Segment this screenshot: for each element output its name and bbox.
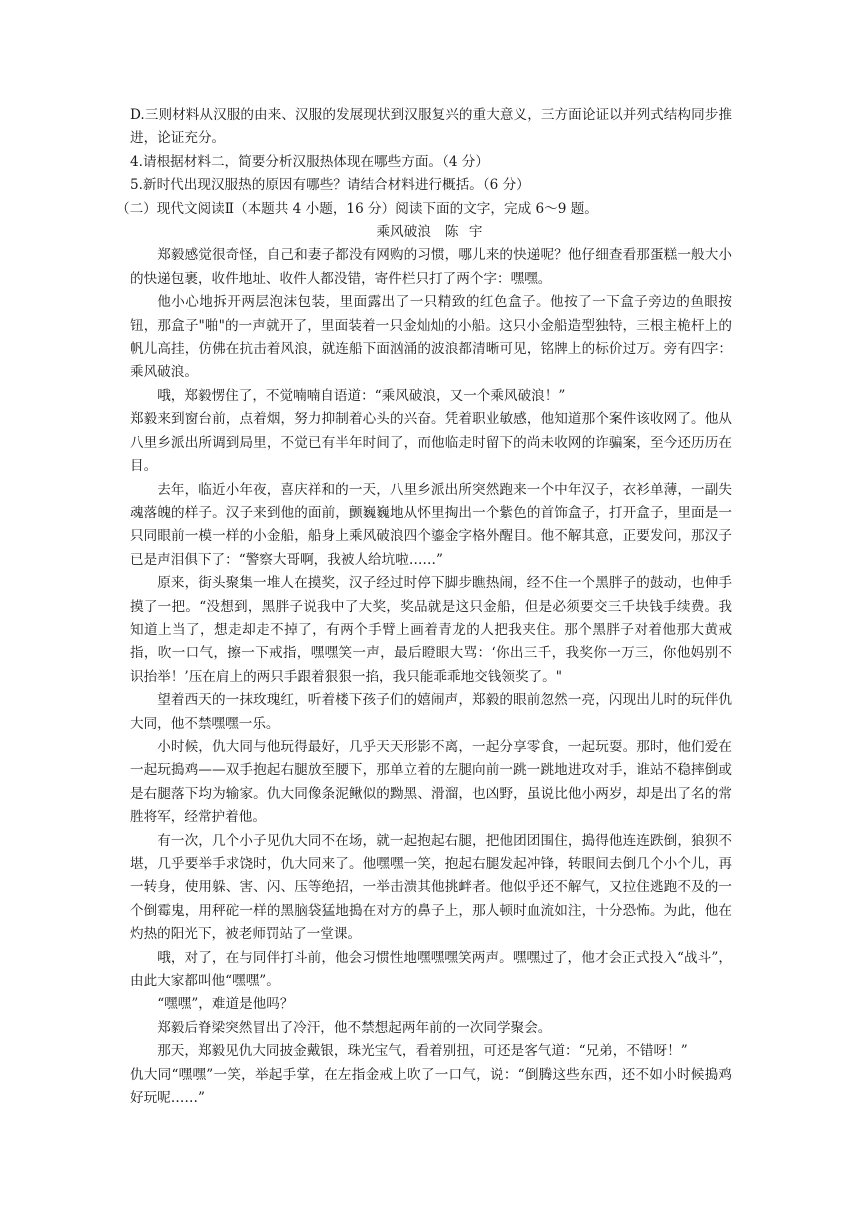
story-title: 乘风破浪 [376,224,431,241]
story-paragraph: 望着西天的一抹玫瑰红，听着楼下孩子们的嬉闹声，郑毅的眼前忽然一亮，闪现出儿时的玩伴仇大同，他不禁嘿嘿一乐。 [130,692,732,732]
story-paragraph: 哦，郑毅愣住了，不觉喃喃自语道：“乘风破浪，又一个乘风破浪！” [157,387,566,404]
question-4: 4.请根据材料二，简要分析汉服热体现在哪些方面。（4 分） [130,153,489,170]
story-paragraph: 郑毅后脊梁突然冒出了冷汗，他不禁想起两年前的一次同学聚会。 [157,1019,552,1036]
story-author: 陈 宇 [444,224,486,241]
story-paragraph: 郑毅来到窗台前，点着烟，努力抑制着心头的兴奋。凭着职业敏感，他知道那个案件该收网了。他从八里乡派出所调到局里，不觉已有半年时间了，而他临走时留下的尚未收网的诈骗案，至今还历历在目。 [130,411,732,475]
story-paragraph: 原来，街头聚集一堆人在摸奖，汉子经过时停下脚步瞧热闹，经不住一个黑胖子的鼓动，也伸手摸了一把。“没想到，黑胖子说我中了大奖，奖品就是这只金船，但是必须要交三千块钱手续费。我知道上当了，想走却走不掉了，有两个手臂上画着青龙的人把我夹住。那个黑胖子对着他那大黄戒指，吹一口气，擦一下戒指，嘿嘿笑一声，最后瞪眼大骂：‘你出三千，我奖你一万三，你他妈别不识抬举！’压在肩上的两只手跟着狠狠一掐，我只能乖乖地交钱领奖了。" [130,575,732,685]
question-5: 5.新时代出现汉服热的原因有哪些？请结合材料进行概括。（6 分） [130,177,530,194]
section-heading: （二）现代文阅读Ⅱ（本题共 4 小题，16 分）阅读下面的文字，完成 6～9 题。 [116,200,598,217]
story-paragraph: “嘿嘿”，难道是他吗？ [157,996,294,1013]
story-paragraph: 小时候，仇大同与他玩得最好，几乎天天形影不离，一起分享零食，一起玩耍。那时，他们爱在一起玩搗鸡——双手抱起右腿放至腰下，那单立着的左腿向前一跳一跳地进攻对手，谁站不稳摔倒或是右腿落下均为输家。仇大同像条泥鳅似的黝黑、滑溜，也凶野，虽说比他小两岁，却是出了名的常胜将军，经常护着他。 [130,738,732,826]
story-paragraph: 去年，临近小年夜，喜庆祥和的一天，八里乡派出所突然跑来一个中年汉子，衣衫单薄，一副失魂落魄的样子。汉子来到他的面前，颤巍巍地从怀里掏出一个紫色的首饰盒子，打开盒子，里面是一只同眼前一模一样的小金船，船身上乘风破浪四个鎏金字格外醒目。他不解其意，正要发问，那汉子已是声泪俱下了：“警察大哥啊，我被人给坑啦……” [130,481,732,568]
option-d: D.三则材料从汉服的由来、汉服的发展现状到汉服复兴的重大意义，三方面论证以并列式结构同步推进，论证充分。 [130,107,732,147]
story-paragraph: 仇大同“嘿嘿”一笑，举起手掌，在左指金戒上吹了一口气，说：“倒腾这些东西，还不如小时候搗鸡好玩呢……” [130,1066,732,1107]
story-paragraph: 那天，郑毅见仇大同披金戴银，珠光宝气，看着别扭，可还是客气道：“兄弟，不错呀！” [157,1043,688,1060]
story-paragraph: 有一次，几个小子见仇大同不在场，就一起抱起右腿，把他团团围住，搗得他连连跌倒，狼狈不堪，几乎要举手求饶时，仇大同来了。他嘿嘿一笑，抱起右腿发起冲锋，转眼间去倒几个小个儿，再一转身，使用躲、害、闪、压等绝招，一举击溃其他挑衅者。他似乎还不解气，又拉住逃跑不及的一个倒霉鬼，用秤砣一样的黑脑袋猛地搗在对方的鼻子上，那人顿时血流如注，十分恐怖。为此，他在灼热的阳光下，被老师罚站了一堂课。 [130,832,732,943]
story-paragraph: 郑毅感觉很奇怪，自己和妻子都没有网购的习惯，哪儿来的快递呢？他仔细查看那蛋糕一般大小的快递包裹，收件地址、收件人都没错，寄件栏只打了两个字：嘿嘿。 [130,247,732,287]
story-paragraph: 哦，对了，在与同伴打斗前，他会习惯性地嘿嘿嘿笑两声。嘿嘿过了，他才会正式投入“战斗”，由此大家都叫他“嘿嘿”。 [130,949,732,990]
story-title-line [130,221,732,244]
document-page [116,104,732,1110]
story-paragraph: 他小心地拆开两层泡沫包装，里面露出了一只精致的红色盒子。他按了一下盒子旁边的鱼眼按钮，那盒子"啪"的一声就开了，里面装着一只金灿灿的小船。这只小金船造型独特，三根主桅杆上的帆儿高挂，仿佛在抗击着风浪，就连船下面汹涌的波浪都清晰可见，铭牌上的标价过万。旁有四字：乘风破浪。 [130,294,732,381]
